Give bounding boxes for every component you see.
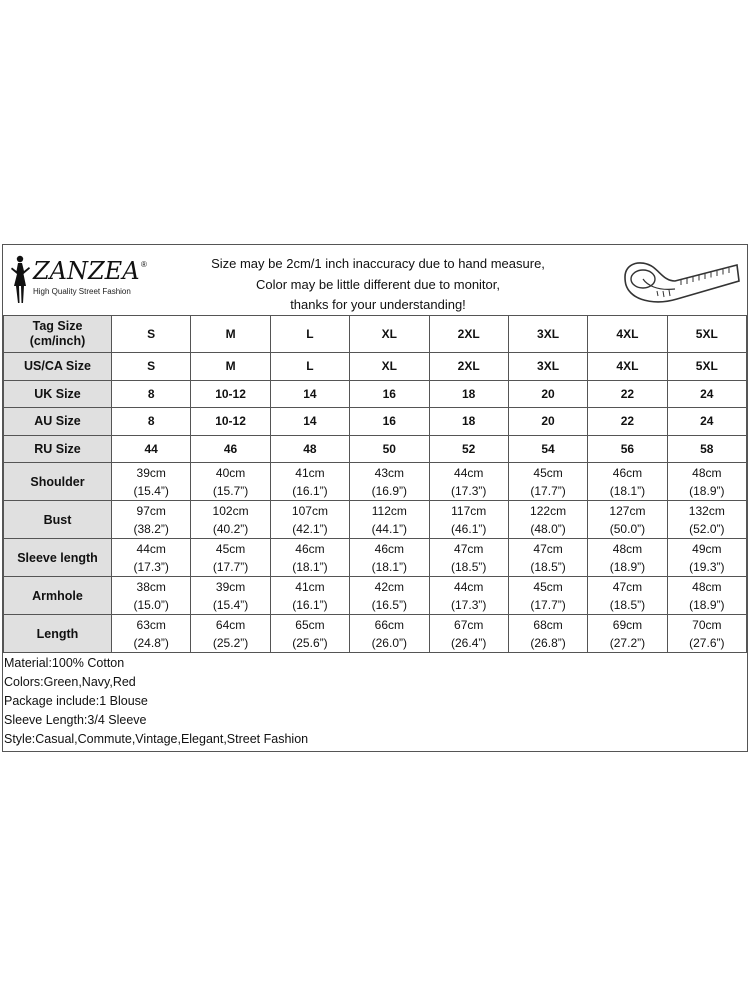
brand-tagline: High Quality Street Fashion — [33, 287, 131, 296]
measure-cm: 97cm — [136, 503, 166, 518]
measure-inch: (17.7”) — [530, 597, 566, 612]
measure-cm: 112cm — [371, 503, 407, 518]
measure-cell — [191, 501, 270, 539]
brand-name: ZANZEA — [33, 257, 140, 285]
measure-inch: (16.5”) — [371, 597, 407, 612]
measure-inch: (42.1”) — [292, 521, 328, 536]
size-header-cell: L — [270, 316, 349, 353]
table-row-tag-size — [4, 316, 747, 353]
measure-cm: 46cm — [612, 465, 643, 480]
measure-cell — [667, 539, 746, 577]
size-chart — [2, 244, 748, 752]
measure-cell — [350, 463, 429, 501]
measure-inch: (17.7”) — [212, 559, 249, 574]
measuring-tape-icon — [617, 251, 743, 311]
measure-cell — [429, 463, 508, 501]
measure-cell — [270, 577, 349, 615]
measure-inch: (17.3”) — [451, 597, 487, 612]
measure-inch: (50.0”) — [609, 521, 646, 536]
measure-inch: (40.2”) — [212, 521, 249, 536]
measure-cm: 70cm — [692, 617, 722, 632]
measure-inch: (17.7”) — [530, 483, 566, 498]
size-cell: 20 — [508, 408, 587, 436]
size-cell: 10-12 — [191, 380, 270, 408]
table-row — [4, 501, 747, 539]
row-label-tag-size — [4, 316, 112, 353]
measure-cm: 41cm — [295, 579, 325, 594]
measure-inch: (18.1”) — [371, 559, 407, 574]
measure-cm: 45cm — [215, 541, 246, 556]
registered-mark: ® — [141, 260, 147, 269]
measure-cm: 48cm — [692, 579, 722, 594]
measure-cm: 66cm — [374, 617, 404, 632]
row-label: RU Size — [4, 435, 112, 463]
measure-cm: 45cm — [533, 465, 563, 480]
measure-cm: 44cm — [136, 541, 166, 556]
measure-cell — [429, 577, 508, 615]
size-cell: 8 — [112, 408, 191, 436]
measure-inch: (26.8”) — [530, 635, 566, 650]
measure-cell — [270, 539, 349, 577]
product-info — [4, 654, 308, 749]
measure-inch: (24.8”) — [133, 635, 169, 650]
size-cell: 48 — [270, 435, 349, 463]
measure-cell — [270, 463, 349, 501]
measure-cell — [588, 539, 667, 577]
measure-inch: (16.1”) — [292, 483, 328, 498]
product-info-line: Material:100% Cotton — [4, 656, 125, 670]
brand-logo — [7, 253, 157, 307]
measure-cm: 45cm — [533, 579, 563, 594]
measure-cm: 107cm — [291, 503, 328, 518]
measure-cell — [588, 463, 667, 501]
size-header-cell: M — [191, 316, 270, 353]
measure-cm: 41cm — [295, 465, 325, 480]
measure-cm: 47cm — [454, 541, 484, 556]
measure-cm: 39cm — [136, 465, 166, 480]
measure-inch: (26.4”) — [451, 635, 487, 650]
size-cell: 3XL — [508, 353, 587, 381]
table-row — [4, 615, 747, 653]
measure-cm: 44cm — [454, 579, 484, 594]
measure-inch: (15.4”) — [133, 483, 169, 498]
measure-cm: 48cm — [612, 541, 643, 556]
table-row — [4, 408, 747, 436]
measure-inch: (18.9”) — [689, 597, 725, 612]
measure-cm: 44cm — [454, 465, 484, 480]
measure-cell — [667, 501, 746, 539]
measure-inch: (15.0”) — [133, 597, 169, 612]
size-cell: S — [112, 353, 191, 381]
size-header-cell: S — [112, 316, 191, 353]
measure-inch: (38.2”) — [133, 521, 169, 536]
measure-inch: (26.0”) — [371, 635, 407, 650]
measure-inch: (25.2”) — [212, 635, 249, 650]
notice-line-1: Size may be 2cm/1 inch inaccuracy due to hand measure, — [211, 256, 545, 271]
measure-cm: 49cm — [692, 541, 722, 556]
table-row — [4, 577, 747, 615]
size-cell: 50 — [350, 435, 429, 463]
measure-cell — [667, 615, 746, 653]
measure-cm: 102cm — [212, 503, 249, 518]
notice-line-3: thanks for your understanding! — [290, 297, 466, 312]
measure-cm: 64cm — [215, 617, 246, 632]
measure-cm: 65cm — [295, 617, 325, 632]
product-info-line: Sleeve Length:3/4 Sleeve — [4, 713, 147, 727]
measure-cm: 38cm — [136, 579, 166, 594]
measure-inch: (52.0”) — [689, 521, 725, 536]
measure-cm: 122cm — [530, 503, 567, 518]
size-cell: 14 — [270, 408, 349, 436]
measure-cm: 48cm — [692, 465, 722, 480]
size-cell: 5XL — [667, 353, 746, 381]
size-cell: 56 — [588, 435, 667, 463]
size-cell: 52 — [429, 435, 508, 463]
measure-cell — [191, 577, 270, 615]
size-cell: 46 — [191, 435, 270, 463]
measure-cell — [270, 615, 349, 653]
row-label: Shoulder — [4, 463, 112, 501]
measure-inch: (15.4”) — [212, 597, 249, 612]
measure-inch: (18.5”) — [530, 559, 566, 574]
measure-cm: 47cm — [533, 541, 563, 556]
size-cell: 22 — [588, 408, 667, 436]
measure-cm: 63cm — [136, 617, 166, 632]
size-table — [3, 315, 747, 653]
measure-cell — [350, 577, 429, 615]
measure-cell — [588, 577, 667, 615]
measure-inch: (18.9”) — [689, 483, 725, 498]
measure-cell — [350, 539, 429, 577]
row-label: Length — [4, 615, 112, 653]
measure-inch: (15.7”) — [212, 483, 249, 498]
measure-inch: (16.9”) — [371, 483, 407, 498]
woman-silhouette-icon — [7, 253, 33, 307]
row-label: UK Size — [4, 380, 112, 408]
measure-cell — [429, 501, 508, 539]
measure-cell — [508, 615, 587, 653]
size-header-cell: 3XL — [508, 316, 587, 353]
size-cell: 58 — [667, 435, 746, 463]
measure-cm: 127cm — [609, 503, 646, 518]
table-row — [4, 353, 747, 381]
tag-label-line-2: (cm/inch) — [29, 334, 86, 348]
notice-line-2: Color may be little different due to monitor, — [256, 276, 500, 292]
row-label: Armhole — [4, 577, 112, 615]
measure-cell — [112, 615, 191, 653]
measure-cm: 47cm — [612, 579, 643, 594]
measure-cell — [191, 463, 270, 501]
measure-cell — [429, 539, 508, 577]
measure-cell — [350, 615, 429, 653]
measure-cm: 68cm — [533, 617, 563, 632]
measurement-notice — [193, 254, 563, 316]
size-cell: 18 — [429, 408, 508, 436]
measure-inch: (18.1”) — [609, 483, 646, 498]
size-cell: 44 — [112, 435, 191, 463]
measure-cell — [667, 577, 746, 615]
measure-cm: 43cm — [374, 465, 404, 480]
size-cell: 24 — [667, 380, 746, 408]
measure-cell — [508, 463, 587, 501]
size-cell: 22 — [588, 380, 667, 408]
size-header-cell: XL — [350, 316, 429, 353]
row-label: AU Size — [4, 408, 112, 436]
product-info-line: Package include:1 Blouse — [4, 694, 148, 708]
table-row — [4, 380, 747, 408]
size-cell: 14 — [270, 380, 349, 408]
measure-inch: (16.1”) — [292, 597, 328, 612]
size-header-cell: 2XL — [429, 316, 508, 353]
measure-inch: (18.5”) — [609, 597, 646, 612]
size-cell: 16 — [350, 408, 429, 436]
measure-inch: (18.1”) — [292, 559, 328, 574]
measure-cell — [191, 539, 270, 577]
size-cell: L — [270, 353, 349, 381]
measure-cell — [508, 539, 587, 577]
measure-inch: (18.9”) — [609, 559, 646, 574]
measure-cm: 46cm — [295, 541, 325, 556]
measure-cm: 39cm — [215, 579, 246, 594]
measure-cm: 40cm — [215, 465, 246, 480]
size-cell: XL — [350, 353, 429, 381]
measure-inch: (17.3”) — [133, 559, 169, 574]
measure-inch: (17.3”) — [451, 483, 487, 498]
measure-cell — [667, 463, 746, 501]
measure-inch: (44.1”) — [371, 521, 407, 536]
measure-cell — [112, 463, 191, 501]
size-cell: 20 — [508, 380, 587, 408]
row-label: US/CA Size — [4, 353, 112, 381]
measure-cm: 132cm — [688, 503, 725, 518]
measure-cell — [508, 501, 587, 539]
measure-cell — [350, 501, 429, 539]
chart-header — [3, 245, 747, 315]
measure-cell — [429, 615, 508, 653]
tag-label-line-1: Tag Size — [32, 319, 83, 333]
size-cell: 24 — [667, 408, 746, 436]
measure-cm: 67cm — [454, 617, 484, 632]
row-label: Bust — [4, 501, 112, 539]
size-cell: 10-12 — [191, 408, 270, 436]
size-cell: 4XL — [588, 353, 667, 381]
size-header-cell: 4XL — [588, 316, 667, 353]
measure-inch: (46.1”) — [451, 521, 487, 536]
size-cell: 2XL — [429, 353, 508, 381]
measure-inch: (27.2”) — [609, 635, 646, 650]
measure-inch: (48.0”) — [530, 521, 566, 536]
measure-cell — [191, 615, 270, 653]
size-cell: 8 — [112, 380, 191, 408]
size-header-cell: 5XL — [667, 316, 746, 353]
size-cell: M — [191, 353, 270, 381]
measure-cell — [112, 577, 191, 615]
measure-cm: 117cm — [451, 503, 487, 518]
measure-inch: (18.5”) — [451, 559, 487, 574]
size-cell: 54 — [508, 435, 587, 463]
table-row — [4, 463, 747, 501]
measure-cm: 46cm — [374, 541, 404, 556]
measure-cell — [112, 539, 191, 577]
measure-cell — [588, 615, 667, 653]
measure-cell — [588, 501, 667, 539]
measure-cell — [270, 501, 349, 539]
product-info-line: Colors:Green,Navy,Red — [4, 675, 136, 689]
product-info-line: Style:Casual,Commute,Vintage,Elegant,Street Fashion — [4, 732, 309, 746]
measure-cell — [112, 501, 191, 539]
size-cell: 16 — [350, 380, 429, 408]
measure-inch: (27.6”) — [689, 635, 725, 650]
measure-cell — [508, 577, 587, 615]
row-label: Sleeve length — [4, 539, 112, 577]
size-cell: 18 — [429, 380, 508, 408]
table-row — [4, 539, 747, 577]
measure-inch: (25.6”) — [292, 635, 328, 650]
measure-cm: 69cm — [612, 617, 643, 632]
measure-inch: (19.3”) — [689, 559, 725, 574]
measure-cm: 42cm — [374, 579, 404, 594]
table-row — [4, 435, 747, 463]
